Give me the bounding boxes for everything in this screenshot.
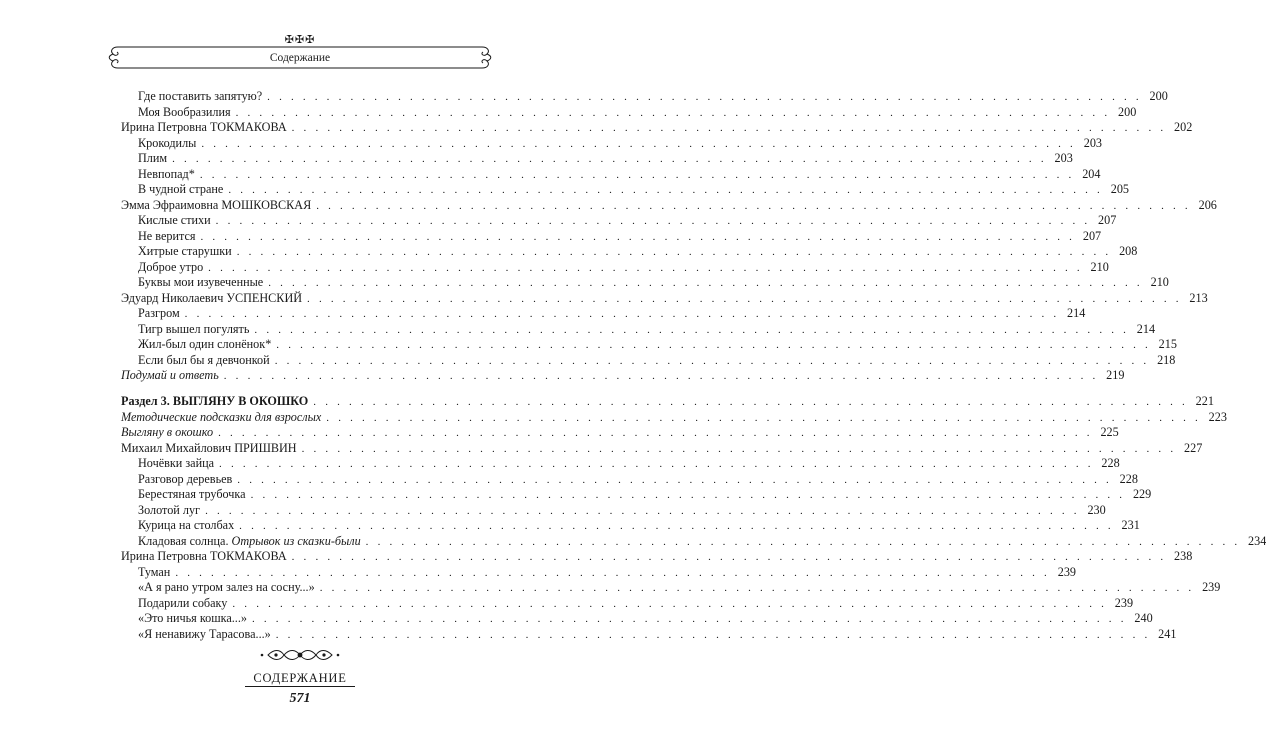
toc-author-entry: Ирина Петровна ТОКМАКОВА . . . . . . . . . . . . . . . . . . . . . . . . . . . . . . . . . . . . . . . . . . . . . . . . . . . . . . . . . . . . . . . . . . . . . . . . . . 238 (121, 549, 1193, 563)
toc-entry: Туман . . . . . . . . . . . . . . . . . . . . . . . . . . . . . . . . . . . . . . . . . . . . . . . . . . . . . . . . . . . . . . . . . . . . . . . . . . 239 (138, 565, 1076, 579)
header-ornament: ✠✠✠ (284, 34, 316, 46)
toc-entry: Тигр вышел погулять . . . . . . . . . . . . . . . . . . . . . . . . . . . . . . . . . . . . . . . . . . . . . . . . . . . . . . . . . . . . . . . . . . . . . . . . . . 214 (138, 322, 1156, 336)
toc-author-entry: Эдуард Николаевич УСПЕНСКИЙ . . . . . . . . . . . . . . . . . . . . . . . . . . . . . . . . . . . . . . . . . . . . . . . . . . . . . . . . . . . . . . . . . . . . . . . . . . 213 (121, 291, 1208, 305)
toc-entry: Берестяная трубочка . . . . . . . . . . . . . . . . . . . . . . . . . . . . . . . . . . . . . . . . . . . . . . . . . . . . . . . . . . . . . . . . . . . . . . . . . . 229 (138, 487, 1152, 501)
toc-entry: Буквы мои изувеченные . . . . . . . . . . . . . . . . . . . . . . . . . . . . . . . . . . . . . . . . . . . . . . . . . . . . . . . . . . . . . . . . . . . . . . . . . . 210 (138, 275, 1169, 289)
toc-entry-intro: Выгляну в окошко . . . . . . . . . . . . . . . . . . . . . . . . . . . . . . . . . . . . . . . . . . . . . . . . . . . . . . . . . . . . . . . . . . . . . . . . . . 225 (121, 425, 1119, 439)
toc-entry: Невпопад* . . . . . . . . . . . . . . . . . . . . . . . . . . . . . . . . . . . . . . . . . . . . . . . . . . . . . . . . . . . . . . . . . . . . . . . . . . 204 (138, 167, 1101, 181)
toc-entry-questions: Подумай и ответь . . . . . . . . . . . . . . . . . . . . . . . . . . . . . . . . . . . . . . . . . . . . . . . . . . . . . . . . . . . . . . . . . . . . . . . . . . 219 (121, 368, 1125, 382)
footer-divider (245, 686, 355, 687)
toc-entry: Моя Вообразилия . . . . . . . . . . . . . . . . . . . . . . . . . . . . . . . . . . . . . . . . . . . . . . . . . . . . . . . . . . . . . . . . . . . . . . . . . . 200 (138, 105, 1137, 119)
toc-entry: Не верится . . . . . . . . . . . . . . . . . . . . . . . . . . . . . . . . . . . . . . . . . . . . . . . . . . . . . . . . . . . . . . . . . . . . . . . . . . 207 (138, 229, 1102, 243)
toc-entry: Жил-был один слонёнок* . . . . . . . . . . . . . . . . . . . . . . . . . . . . . . . . . . . . . . . . . . . . . . . . . . . . . . . . . . . . . . . . . . . . . . . . . . 215 (138, 337, 1177, 351)
toc-author-entry: Михаил Михайлович ПРИШВИН . . . . . . . . . . . . . . . . . . . . . . . . . . . . . . . . . . . . . . . . . . . . . . . . . . . . . . . . . . . . . . . . . . . . . . . . . . 227 (121, 441, 1203, 455)
toc-entry: «Это ничья кошка...» . . . . . . . . . . . . . . . . . . . . . . . . . . . . . . . . . . . . . . . . . . . . . . . . . . . . . . . . . . . . . . . . . . . . . . . . . . 240 (138, 611, 1153, 625)
toc-entry: Разгром . . . . . . . . . . . . . . . . . . . . . . . . . . . . . . . . . . . . . . . . . . . . . . . . . . . . . . . . . . . . . . . . . . . . . . . . . . 214 (138, 306, 1086, 320)
toc-entry: Золотой луг . . . . . . . . . . . . . . . . . . . . . . . . . . . . . . . . . . . . . . . . . . . . . . . . . . . . . . . . . . . . . . . . . . . . . . . . . . 230 (138, 503, 1106, 517)
toc-entry: Если был бы я девчонкой . . . . . . . . . . . . . . . . . . . . . . . . . . . . . . . . . . . . . . . . . . . . . . . . . . . . . . . . . . . . . . . . . . . . . . . . . . 218 (138, 353, 1176, 367)
toc-author-entry: Ирина Петровна ТОКМАКОВА . . . . . . . . . . . . . . . . . . . . . . . . . . . . . . . . . . . . . . . . . . . . . . . . . . . . . . . . . . . . . . . . . . . . . . . . . . 202 (121, 120, 1193, 134)
toc-section-heading: Раздел 3. ВЫГЛЯНУ В ОКОШКО . . . . . . . . . . . . . . . . . . . . . . . . . . . . . . . . . . . . . . . . . . . . . . . . . . . . . . . . . . . . . . . . . . . . . . . . . . 221 (121, 394, 1214, 408)
toc-entry: В чудной стране . . . . . . . . . . . . . . . . . . . . . . . . . . . . . . . . . . . . . . . . . . . . . . . . . . . . . . . . . . . . . . . . . . . . . . . . . . 205 (138, 182, 1129, 196)
toc-entry-methodical: Методические подсказки для взрослых . . . . . . . . . . . . . . . . . . . . . . . . . . . . . . . . . . . . . . . . . . . . . . . . . . . . . . . . . . . . . . . . . . . . . . . . . . 223 (121, 410, 1227, 424)
page-number: 571 (289, 691, 311, 706)
toc-entry: Плим . . . . . . . . . . . . . . . . . . . . . . . . . . . . . . . . . . . . . . . . . . . . . . . . . . . . . . . . . . . . . . . . . . . . . . . . . . 203 (138, 151, 1073, 165)
header-title: Содержание (269, 52, 331, 64)
toc-entry: «А я рано утром залез на сосну...» . . . . . . . . . . . . . . . . . . . . . . . . . . . . . . . . . . . . . . . . . . . . . . . . . . . . . . . . . . . . . . . . . . . . . . . . . . 239 (138, 580, 1221, 594)
toc-entry: Ночёвки зайца . . . . . . . . . . . . . . . . . . . . . . . . . . . . . . . . . . . . . . . . . . . . . . . . . . . . . . . . . . . . . . . . . . . . . . . . . . 228 (138, 456, 1120, 470)
toc-entry: Подарили собаку . . . . . . . . . . . . . . . . . . . . . . . . . . . . . . . . . . . . . . . . . . . . . . . . . . . . . . . . . . . . . . . . . . . . . . . . . . 239 (138, 596, 1134, 610)
toc-entry: Кислые стихи . . . . . . . . . . . . . . . . . . . . . . . . . . . . . . . . . . . . . . . . . . . . . . . . . . . . . . . . . . . . . . . . . . . . . . . . . . 207 (138, 213, 1117, 227)
toc-author-entry: Эмма Эфраимовна МОШКОВСКАЯ . . . . . . . . . . . . . . . . . . . . . . . . . . . . . . . . . . . . . . . . . . . . . . . . . . . . . . . . . . . . . . . . . . . . . . . . . . 206 (121, 198, 1217, 212)
footer-ornament (0, 646, 600, 664)
toc-entry: Курица на столбах . . . . . . . . . . . . . . . . . . . . . . . . . . . . . . . . . . . . . . . . . . . . . . . . . . . . . . . . . . . . . . . . . . . . . . . . . . 231 (138, 518, 1140, 532)
toc-entry: Доброе утро . . . . . . . . . . . . . . . . . . . . . . . . . . . . . . . . . . . . . . . . . . . . . . . . . . . . . . . . . . . . . . . . . . . . . . . . . . 210 (138, 260, 1109, 274)
toc-entry-subtitle: Отрывок из сказки-были (231, 534, 361, 548)
toc-entry: Где поставить запятую? . . . . . . . . . . . . . . . . . . . . . . . . . . . . . . . . . . . . . . . . . . . . . . . . . . . . . . . . . . . . . . . . . . . . . . . . . . 200 (138, 89, 1168, 103)
toc-entry: Крокодилы . . . . . . . . . . . . . . . . . . . . . . . . . . . . . . . . . . . . . . . . . . . . . . . . . . . . . . . . . . . . . . . . . . . . . . . . . . 203 (138, 136, 1103, 150)
toc-entry: Разговор деревьев . . . . . . . . . . . . . . . . . . . . . . . . . . . . . . . . . . . . . . . . . . . . . . . . . . . . . . . . . . . . . . . . . . . . . . . . . . 228 (138, 472, 1138, 486)
toc-entry: Кладовая солнца. Отрывок из сказки-были . . . . . . . . . . . . . . . . . . . . . . . . . . . . . . . . . . . . . . . . . . . . . . . . . . . . . . . . . . . . . . . . . . . . . . . . . . 234 (138, 534, 1266, 548)
footer-section-title: СОДЕРЖАНИЕ (253, 671, 347, 685)
running-header (0, 0, 600, 80)
toc-entry: «Я ненавижу Тарасова...» . . . . . . . . . . . . . . . . . . . . . . . . . . . . . . . . . . . . . . . . . . . . . . . . . . . . . . . . . . . . . . . . . . . . . . . . . . 241 (138, 627, 1177, 641)
toc-entry: Хитрые старушки . . . . . . . . . . . . . . . . . . . . . . . . . . . . . . . . . . . . . . . . . . . . . . . . . . . . . . . . . . . . . . . . . . . . . . . . . . 208 (138, 244, 1138, 258)
